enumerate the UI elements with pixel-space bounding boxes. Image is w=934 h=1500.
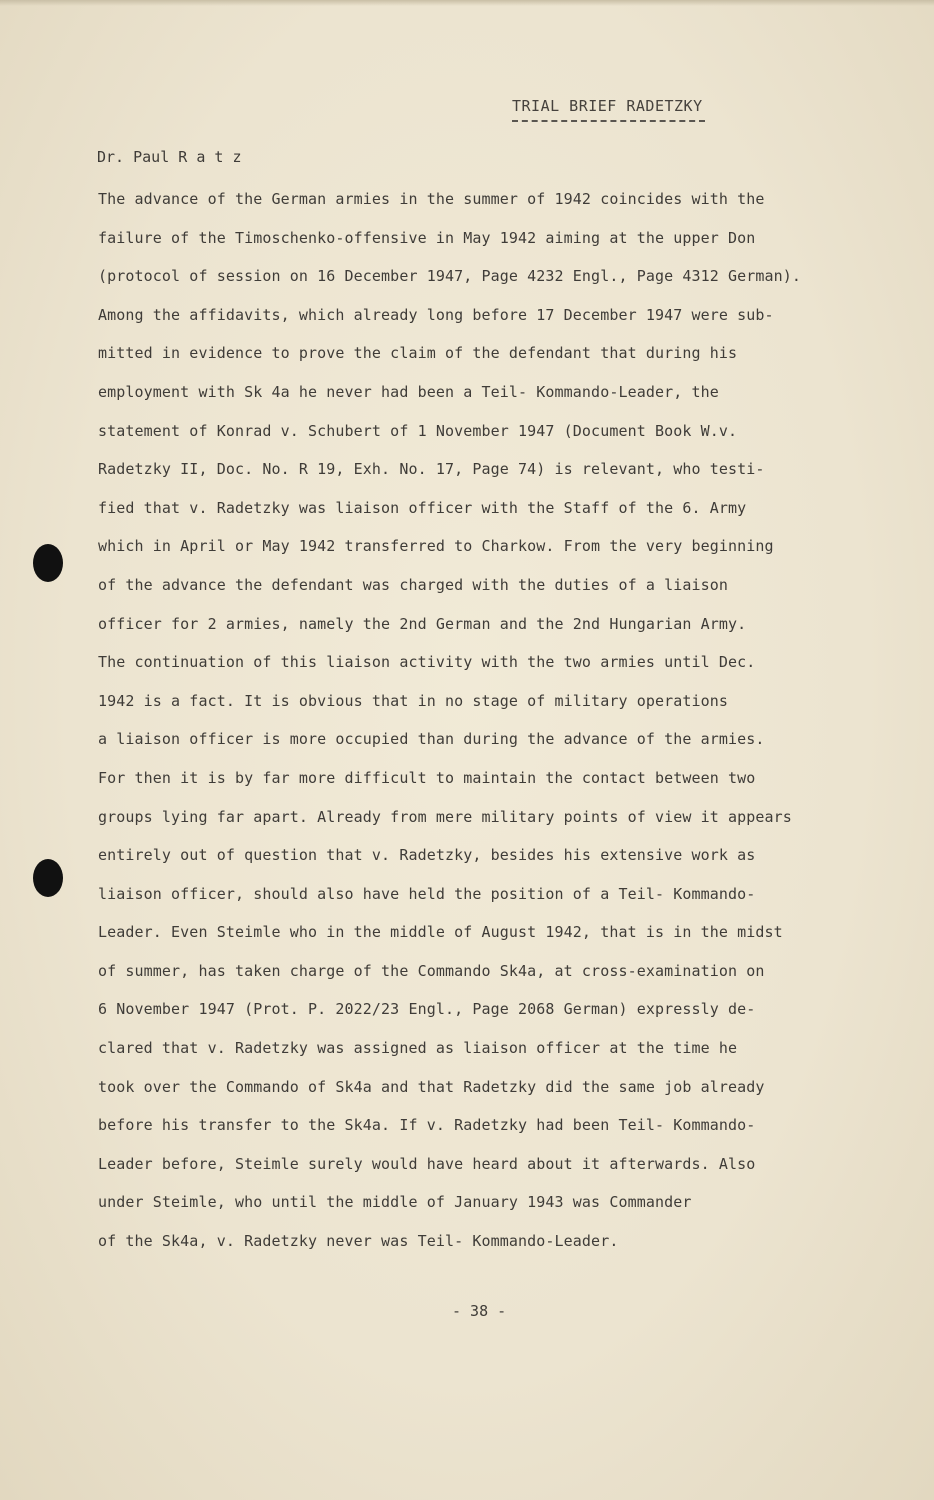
body-line: of summer, has taken charge of the Commando Sk4a, at cross-examination on xyxy=(98,961,765,980)
body-line: Among the affidavits, which already long before 17 December 1947 were sub- xyxy=(98,305,774,324)
body-line: Leader before, Steimle surely would have heard about it afterwards. Also xyxy=(98,1154,756,1173)
body-line: failure of the Timoschenko-offensive in May 1942 aiming at the upper Don xyxy=(98,228,756,247)
punch-hole-bottom xyxy=(33,859,63,897)
author-name: Dr. Paul R a t z xyxy=(97,148,242,166)
punch-hole-top xyxy=(33,544,63,582)
body-line: liaison officer, should also have held the position of a Teil- Kommando- xyxy=(98,884,756,903)
body-line: fied that v. Radetzky was liaison officer with the Staff of the 6. Army xyxy=(98,498,747,517)
page-top-edge xyxy=(0,0,934,6)
body-line: which in April or May 1942 transferred to Charkow. From the very beginning xyxy=(98,537,774,556)
body-line: employment with Sk 4a he never had been a Teil- Kommando-Leader, the xyxy=(98,382,719,401)
body-line: under Steimle, who until the middle of January 1943 was Commander xyxy=(98,1193,692,1212)
body-text xyxy=(98,180,848,1261)
body-line: a liaison officer is more occupied than during the advance of the armies. xyxy=(98,730,765,749)
body-line: The continuation of this liaison activity with the two armies until Dec. xyxy=(98,653,756,672)
body-line: before his transfer to the Sk4a. If v. Radetzky had been Teil- Kommando- xyxy=(98,1116,756,1135)
body-line: groups lying far apart. Already from mere military points of view it appears xyxy=(98,807,792,826)
body-line: entirely out of question that v. Radetzky, besides his extensive work as xyxy=(98,846,756,865)
body-line: statement of Konrad v. Schubert of 1 November 1947 (Document Book W.v. xyxy=(98,421,738,440)
body-line: The advance of the German armies in the summer of 1942 coincides with the xyxy=(98,190,765,208)
body-line: Radetzky II, Doc. No. R 19, Exh. No. 17, Page 74) is relevant, who testi- xyxy=(98,460,765,479)
body-line: Leader. Even Steimle who in the middle of August 1942, that is in the midst xyxy=(98,923,783,942)
body-line: officer for 2 armies, namely the 2nd German and the 2nd Hungarian Army. xyxy=(98,614,747,633)
title-underline xyxy=(512,120,705,122)
body-line: clared that v. Radetzky was assigned as liaison officer at the time he xyxy=(98,1039,738,1058)
body-line: of the Sk4a, v. Radetzky never was Teil- Kommando-Leader. xyxy=(98,1232,619,1251)
body-line: mitted in evidence to prove the claim of the defendant that during his xyxy=(98,344,738,363)
body-line: (protocol of session on 16 December 1947, Page 4232 Engl., Page 4312 German). xyxy=(98,267,802,286)
body-line: 6 November 1947 (Prot. P. 2022/23 Engl., Page 2068 German) expressly de- xyxy=(98,1000,756,1019)
body-line: of the advance the defendant was charged with the duties of a liaison xyxy=(98,575,729,594)
body-line: For then it is by far more difficult to maintain the contact between two xyxy=(98,768,756,787)
document-title: TRIAL BRIEF RADETZKY xyxy=(512,97,703,115)
page-number: - 38 - xyxy=(452,1302,507,1320)
body-line: 1942 is a fact. It is obvious that in no stage of military operations xyxy=(98,691,729,710)
body-line: took over the Commando of Sk4a and that Radetzky did the same job already xyxy=(98,1077,765,1096)
